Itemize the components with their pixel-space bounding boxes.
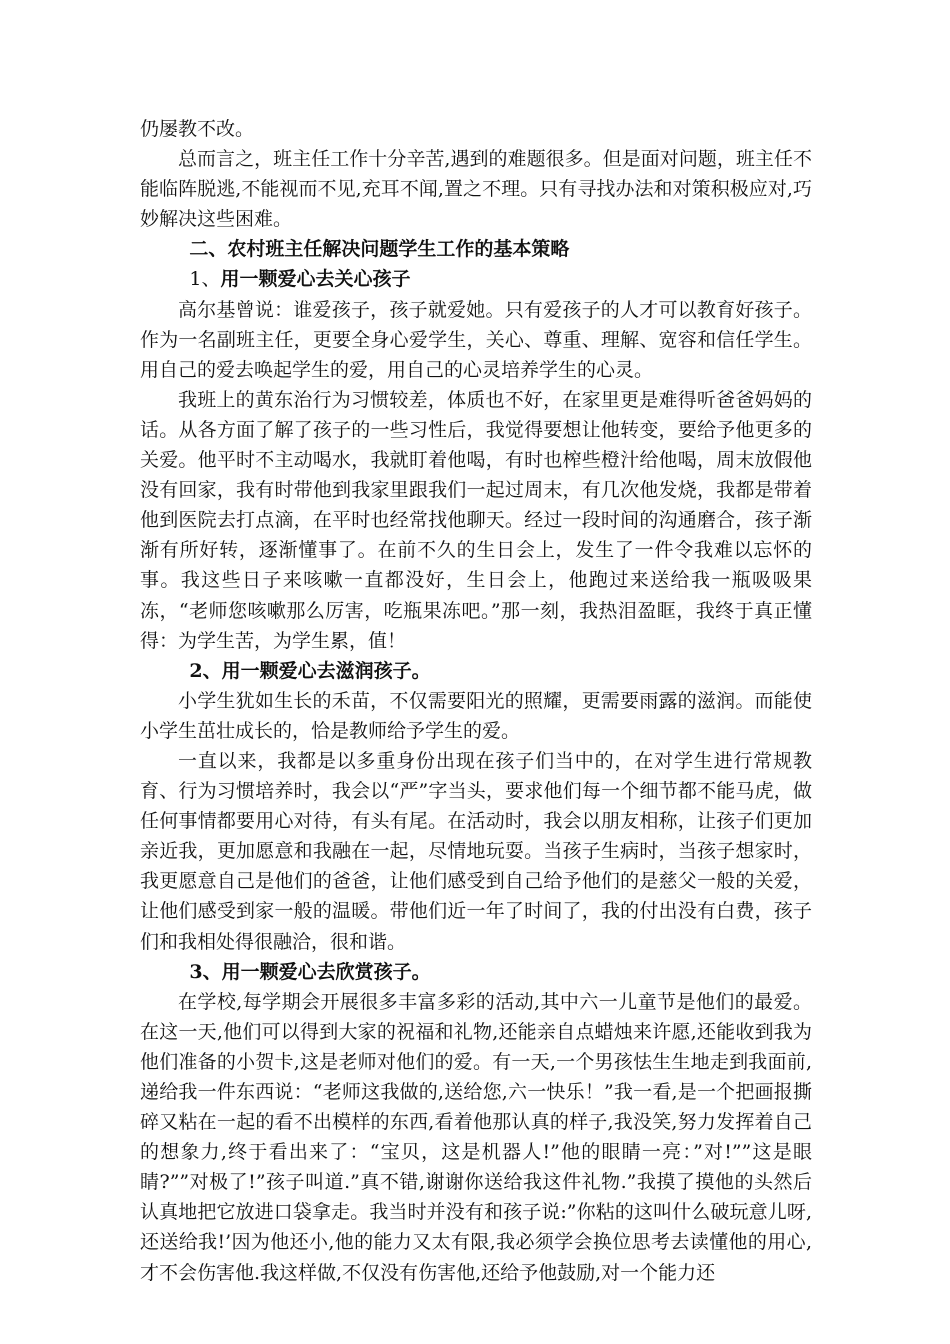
paragraph-seedling: 小学生犹如生长的禾苗，不仅需要阳光的照耀，更需要雨露的滋润。而能使小学生茁壮成长的，恰是教师给予学生的爱。 <box>140 689 812 742</box>
subsection-heading-3: 3、用一颗爱心去欣赏孩子。 <box>189 960 431 983</box>
subsection-title: 用一颗爱心去关心孩子 <box>220 268 411 291</box>
subsection-number: 1、 <box>189 268 221 291</box>
subsection-heading-1 <box>140 264 812 294</box>
paragraph-multiple-roles: 一直以来，我都是以多重身份出现在孩子们当中的，在对学生进行常规教育、行为习惯培养时，我会以“严”字当头，要求他们每一个细节都不能马虎，做任何事情都要用心对待，有头有尾。在活动时，我会以朋友相称，让孩子们更加亲近我，更加愿意和我融在一起，尽情地玩耍。当孩子生病时，当孩子想家时，我更愿意自己是他们的爸爸，让他们感受到自己给予他们的是慈父一般的关爱，让他们感受到家一般的温暖。带他们近一年了时间了，我的付出没有白费，孩子们和我相处得很融洽，很和谐。 <box>140 749 812 953</box>
document-page <box>140 114 812 1288</box>
paragraph-summary: 总而言之，班主任工作十分辛苦,遇到的难题很多。但是面对问题，班主任不能临阵脱逃,不能视而不见,充耳不闻,置之不理。只有寻找办法和对策积极应对,巧妙解决这些困难。 <box>140 148 812 231</box>
subsection-heading-2: 2、用一颗爱心去滋润孩子。 <box>189 659 431 682</box>
section-heading: 二、农村班主任解决问题学生工作的基本策略 <box>189 238 570 261</box>
paragraph-student-story: 我班上的黄东治行为习惯较差，体质也不好，在家里更是难得听爸爸妈妈的话。从各方面了解了孩子的一些习性后，我觉得要想让他转变，要给予他更多的关爱。他平时不主动喝水，我就盯着他喝，有时也榨些橙汁给他喝，周末放假他没有回家，我有时带他到我家里跟我们一起过周末，有几次他发烧，我都是带着他到医院去打点滴，在平时也经常找他聊天。经过一段时间的沟通磨合，孩子渐渐有所好转，逐渐懂事了。在前不久的生日会上，发生了一件令我难以忘怀的事。我这些日子来咳嗽一直都没好，生日会上，他跑过来送给我一瓶吸吸果冻，“老师您咳嗽那么厉害，吃瓶果冻吧。”那一刻，我热泪盈眶，我终于真正懂得：为学生苦，为学生累，值！ <box>140 388 812 652</box>
paragraph-continuation: 仍屡教不改。 <box>140 118 255 140</box>
paragraph-gorky-quote: 高尔基曾说：谁爱孩子，孩子就爱她。只有爱孩子的人才可以教育好孩子。作为一名副班主任，更要全身心爱学生，关心、尊重、理解、宽容和信任学生。用自己的爱去唤起学生的爱，用自己的心灵培养学生的心灵。 <box>140 298 812 381</box>
paragraph-childrens-day: 在学校,每学期会开展很多丰富多彩的活动,其中六一儿童节是他们的最爱。在这一天,他们可以得到大家的祝福和礼物,还能亲自点蜡烛来许愿,还能收到我为他们准备的小贺卡,这是老师对他们的爱。有一天,一个男孩怯生生地走到我面前,递给我一件东西说：“老师这我做的,送给您,六一快乐！”我一看,是一个把画报撕碎又粘在一起的看不出模样的东西,看着他那认真的样子,我没笑,努力发挥着自己的想象力,终于看出来了：“宝贝，这是机器人!”他的眼睛一亮：”对!””这是眼睛?””对极了!”孩子叫道.”真不错,谢谢你送给我这件礼物.”我摸了摸他的头然后认真地把它放进口袋拿走。我当时并没有和孩子说:”你粘的这叫什么破玩意儿呀,还送给我!’因为他还小,他的能力又太有限,我必须学会换位思考去读懂他的用心,才不会伤害他.我这样做,不仅没有伤害他,还给予他鼓励,对一个能力还 <box>140 990 812 1284</box>
